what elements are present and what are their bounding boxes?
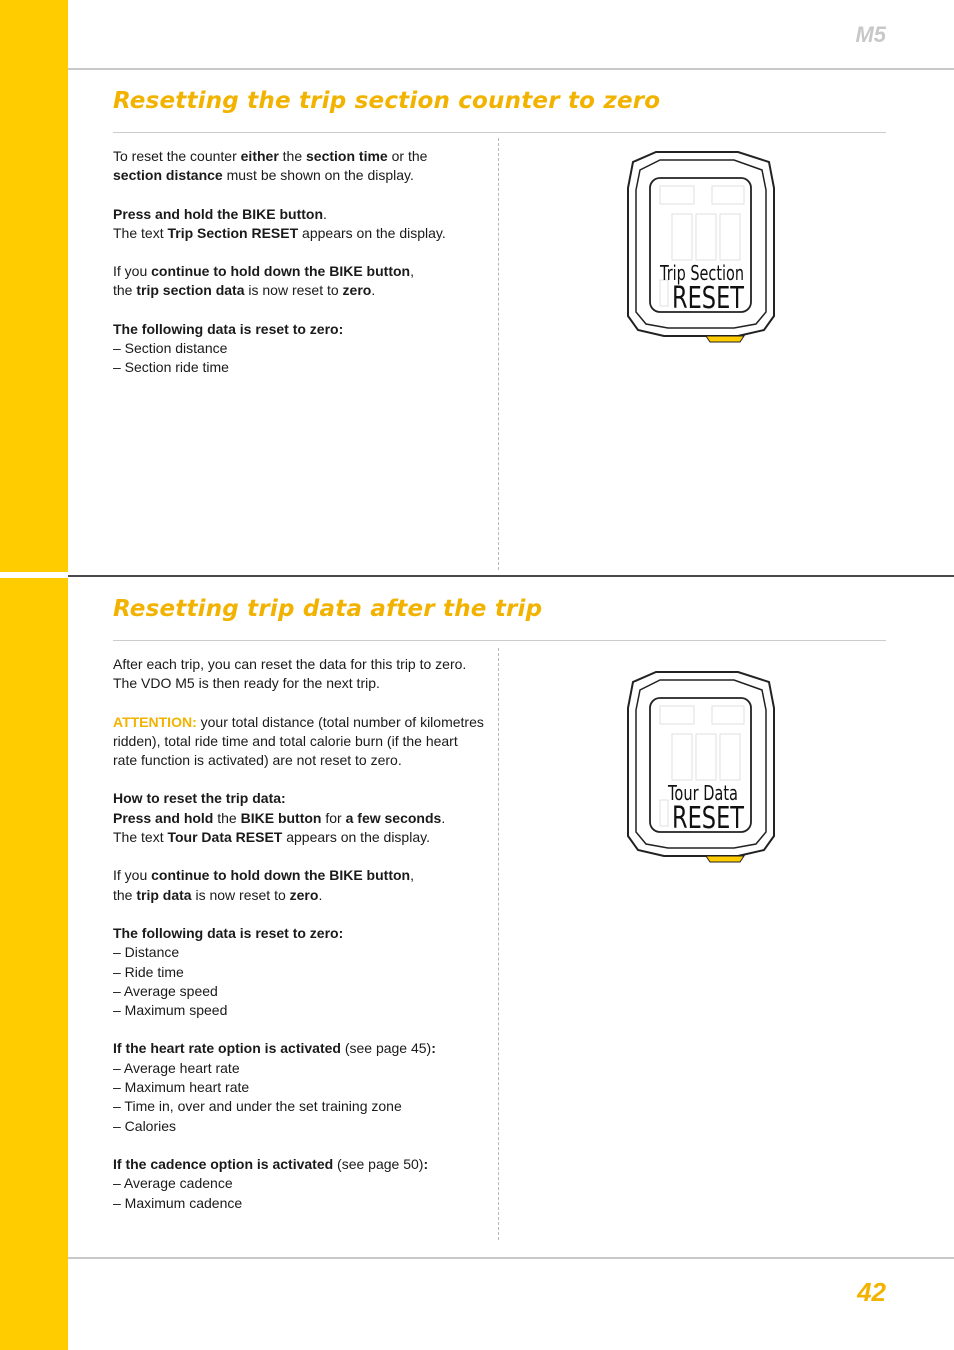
footer-rule [68,1257,954,1259]
bike-computer-illustration [626,148,776,344]
section2-how: How to reset the trip data: Press and hold the BIKE button for a few seconds. The text Tour Data RESET appears on the display. [113,790,446,846]
section2-text [113,655,485,1232]
list-item: – Average heart rate [113,1059,240,1076]
column-divider [498,648,499,1240]
yellow-side-bar [0,0,68,1350]
section2-cadence-list: If the cadence option is activated (see page 50): – Average cadence – Maximum cadence [113,1155,485,1213]
lcd-line-2: RESET [672,281,745,316]
section2-heart-rate-list: If the heart rate option is activated (see page 45): – Average heart rate – Maximum heart rate – Time in, over and under the set training zone – Calories [113,1039,485,1135]
list-item: – Section distance [113,340,228,357]
bike-computer-illustration [626,668,776,864]
bike-button [706,336,744,342]
side-bar-gap [0,572,68,578]
section2-intro: After each trip, you can reset the data for this trip to zero. The VDO M5 is then ready for the next trip. [113,656,467,692]
title-underline [113,640,886,641]
list-item: – Time in, over and under the set training zone [113,1098,402,1115]
list-heading: The following data is reset to zero: [113,924,344,941]
list-item: – Ride time [113,963,184,980]
title-underline [113,132,886,133]
list-item: – Calories [113,1117,177,1134]
section1-para1: To reset the counter either the section time or the section distance must be shown on the display. [113,148,428,184]
lcd-line-1: Tour Data [667,781,738,805]
lcd-line-2: RESET [672,801,745,836]
page-number: 42 [857,1277,886,1307]
attention-label: ATTENTION: [113,713,197,730]
list-item: – Distance [113,944,180,961]
list-item: – Average cadence [113,1175,233,1192]
section-title-trip-data: Resetting trip data after the trip [113,596,543,622]
list-item: – Maximum cadence [113,1194,243,1211]
bike-button [706,856,744,862]
section1-para2: Press and hold the BIKE button. The text Trip Section RESET appears on the display. [113,205,446,241]
section-title-trip-section: Resetting the trip section counter to zero [113,88,661,114]
section2-continue: If you continue to hold down the BIKE button, the trip data is now reset to zero. [113,867,414,903]
lcd-line-1: Trip Section [659,261,744,285]
list-item: – Maximum speed [113,1002,228,1019]
list-item: – Section ride time [113,359,229,376]
section2-attention: ATTENTION: your total distance (total number of kilometres ridden), total ride time and total calorie burn (if the heart rate function is activated) are not reset to zero. [113,713,484,769]
section1-para3: If you continue to hold down the BIKE button, the trip section data is now reset to zero. [113,263,414,299]
section1-reset-list [113,320,485,378]
list-item: – Maximum heart rate [113,1079,250,1096]
header-rule [68,68,954,70]
list-item: – Average speed [113,982,218,999]
section-divider [68,575,954,577]
model-name: M5 [855,22,886,47]
section2-reset-list [113,924,485,1020]
list-heading: The following data is reset to zero: [113,320,344,337]
column-divider [498,138,499,570]
section1-text [113,147,485,378]
